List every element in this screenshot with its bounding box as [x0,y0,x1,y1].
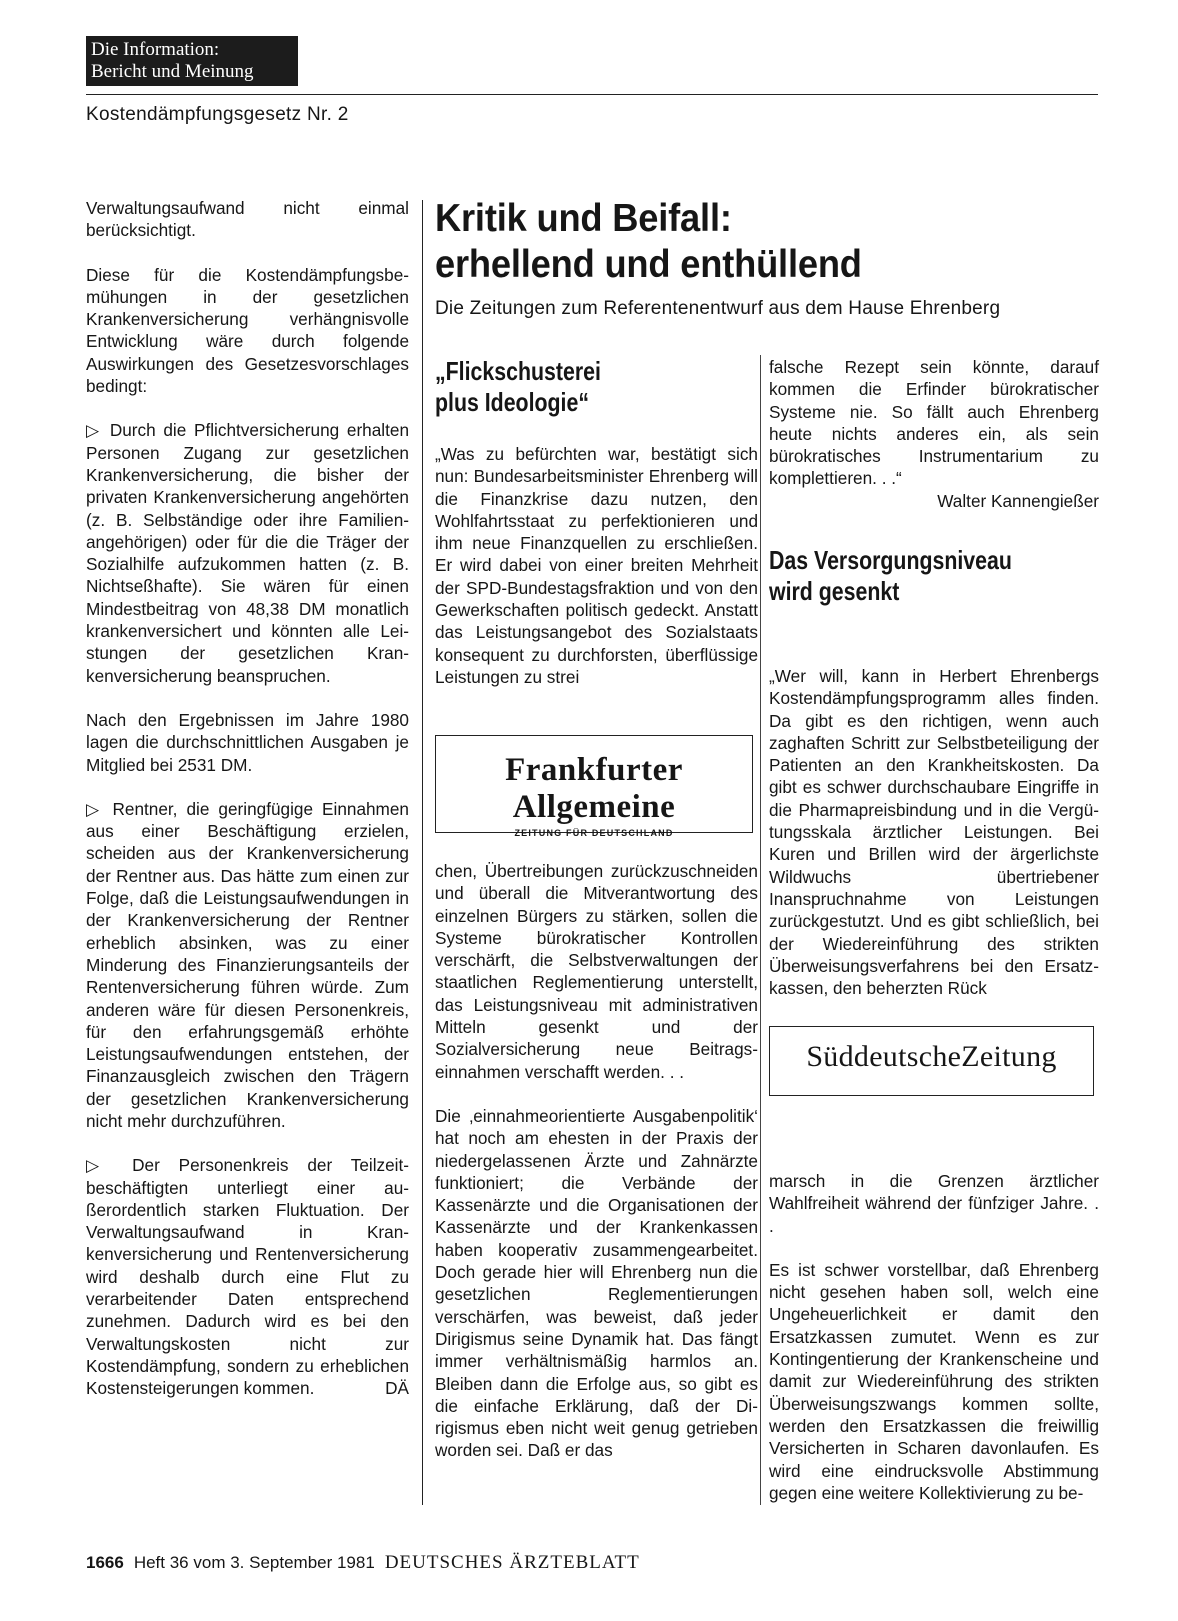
sz-logo-name: SüddeutscheZeitung [806,1040,1057,1073]
paragraph: Nach den Ergebnissen im Jahre 1980 lagen die durchschnittlichen Ausgaben je Mitglied bei 2531 DM. [86,709,409,775]
series-title: Kostendämpfungsgesetz Nr. 2 [86,104,349,125]
faz-logo [435,735,753,838]
headline-line-1: Kritik und Beifall: [435,197,732,240]
paragraph: Die ‚einnahmeorientierte Ausgabenpolitik‘ hat noch am ehesten in der Praxis der niedergelassenen Ärzte und Zahnärzte funktioniert; die Verbände der Kassenärzte und die Organisationen der Kassenärzte und der Krankenkassen haben kooperativ zusammengearbeitet. Doch gerade hier will Ehrenberg nun die gesetzlichen Reglementierungen verschärfen, was beweist, daß jeder Dirigismus seine Dynamik hat. Das fängt immer verhältnismäßig harmlos an. Bleiben dann die Erfolge aus, so gibt es die einfache Erklärung, daß der Dirigismus eben nicht weit genug getrieben worden sei. Daß er das [435,1105,758,1461]
rubric-line-2: Bericht und Meinung [91,61,254,82]
column-2-top [435,443,758,688]
faz-logo-subtitle: ZEITUNG FÜR DEUTSCHLAND [514,828,674,838]
magazine-name: DEUTSCHES ÄRZTEBLATT [384,1552,640,1573]
column-divider-left [422,200,423,1505]
column-3-bottom [769,1170,1099,1504]
header-rule [86,94,1098,95]
paragraph-text: ▷ Der Personenkreis der Teilzeitbeschäftigten unterliegt einer außerordentlich starken Fluktuation. Der Verwaltungsaufwand in Krankenversicherung und Rentenversicherung wird deshalb durch eine Flut zu verarbeitender Daten entsprechend zunehmen. Dadurch wird es bei den Verwaltungskosten nicht zur Kostendämpfung, sondern zu erheblichen Kostensteigerungen kommen. [86,1155,409,1399]
section-heading-versorgungsniveau [769,545,1012,607]
heading-line-1: Das Versorgungsniveau [769,545,1012,575]
rubric-line-1: Die Information: [91,39,220,60]
paragraph: ▷ Rentner, die geringfügige Einnahmen aus einer Beschäftigung erzielen, scheiden aus der Krankenversicherung der Rentner aus. Das hätte zum einen zur Folge, daß die Leistungsaufwendungen in der Krankenversicherung der Rentner erheblich absinken, was zu einer Minderung des Finanzierungsanteils der Rentenversicherung führen würde. Zum anderen wäre für diesen Personenkreis, für den erfahrungsgemäß erhöhte Leistungsaufwendungen entstehen, der Finanzausgleich zwischen den Trägern der gesetzlichen Krankenversicherung nicht mehr durchzuführen. [86,798,409,1131]
page-footer [86,1552,640,1574]
column-3-middle [769,665,1099,999]
page-number: 1666 [86,1553,124,1572]
paragraph: Verwaltungsaufwand nicht einmal berücksichtigt. [86,198,409,241]
section-heading-flickschusterei [435,356,601,418]
sz-logo [769,1026,1094,1096]
column-2-bottom [435,860,758,1462]
article-headline [435,196,1058,288]
paragraph: ▷ Durch die Pflichtversicherung erhalten Personen Zugang zur gesetzlichen Krankenversicherung, die bisher der privaten Krankenversicherung angehörten (z. B. Selbständige oder ihre Familienangehörigen) oder für die die Träger der Sozialhilfe aufzukommen hatten (z. B. Nichtseßhafte). Sie wären für einen Mindestbeitrag von 48,38 DM monatlich krankenversichert und könnten alle Leistungen der gesetzlichen Krankenversicherung beanspruchen. [86,420,409,686]
author-initials: DÄ [385,1378,409,1399]
column-3-top [769,356,1099,512]
heading-line-2: wird gesenkt [769,576,900,606]
heading-line-2: plus Ideologie“ [435,387,589,417]
article-deck: Die Zeitungen zum Referentenentwurf aus dem Hause Ehrenberg [435,298,1001,319]
paragraph: Diese für die Kostendämpfungsbemühungen in der gesetzlichen Krankenversicherung verhängnisvolle Entwicklung wäre durch folgende Auswirkungen des Gesetzesvorschlages bedingt: [86,264,409,397]
section-rubric [86,36,298,86]
paragraph: chen, Übertreibungen zurückzuschneiden und überall die Mitverantwortung des einzelnen Bürgers zu stärken, sollen die Systeme bürokratischer Kontrollen verschärft, die Selbstverwaltungen der staatlichen Reglementierung unterstellt, das Leistungsniveau mit administrativen Mitteln gesenkt und der Sozialversicherung neue Beitragseinnahmen verschafft werden. . . [435,861,758,1082]
heading-line-1: „Flickschusterei [435,356,601,386]
paragraph: „Wer will, kann in Herbert Ehrenbergs Kostendämpfungsprogramm alles finden. Da gibt es den richtigen, wenn auch zaghaften Schritt zur Selbstbeteiligung der Patienten an den Krankheitskosten. Da gibt es schwer durchschaubare Eingriffe in die Pharmapreisbindung und in die Vergütungsskala ärztlicher Leistungen. Bei Kuren und Brillen wird der ärgerlichste Wildwuchs übertriebener Inanspruchnahme von Leistungen zurückgestutzt. Und es gibt schließlich, bei der Wiedereinführung des strikten Überweisungsverfahrens bei den Ersatzkassen, den beherzten Rück [769,666,1099,999]
paragraph: falsche Rezept sein könnte, darauf kommen die Erfinder bürokratischer Systeme nie. So fällt auch Ehrenberg heute nichts anderes ein, als sein bürokratisches Instrumentarium zu komplettieren. . .“ [769,357,1099,489]
paragraph: „Was zu befürchten war, bestätigt sich nun: Bundesarbeitsminister Ehrenberg will die Finanzkrise dazu nutzen, den Wohlfahrtsstaat zu perfektionieren und ihm neue Finanzquellen zu erschließen. Er wird dabei von einer breiten Mehrheit der SPD-Bundestagsfraktion und von den Gewerkschaften politisch gedeckt. Anstatt das Leistungsangebot des Sozialstaats konsequent zu durchforsten, überflüssige Leistungen zu strei [435,444,758,687]
author-name: Walter Kannengießer [937,490,1099,511]
faz-logo-name: Frankfurter Allgemeine [505,752,683,825]
column-1 [86,197,409,1400]
headline-line-2: erhellend und enthüllend [435,243,862,286]
column-divider-right [760,355,761,1505]
issue-info: Heft 36 vom 3. September 1981 [133,1553,375,1572]
paragraph: marsch in die Grenzen ärztlicher Wahlfreiheit während der fünfziger Jahre. . . [769,1171,1099,1236]
paragraph: Es ist schwer vorstellbar, daß Ehrenberg nicht gesehen haben soll, welch eine Ungeheuerlichkeit er damit den Ersatzkassen zumutet. Wenn es zur Kontingentierung der Krankenscheine und damit zur Wiedereinführung des strikten Überweisungszwangs kommen sollte, werden den Ersatzkassen die freiwillig Versicherten in Scharen davonlaufen. Es wird eine eindrucksvolle Abstimmung gegen eine weitere Kollektivierung zu be- [769,1259,1099,1503]
paragraph [86,1154,409,1399]
